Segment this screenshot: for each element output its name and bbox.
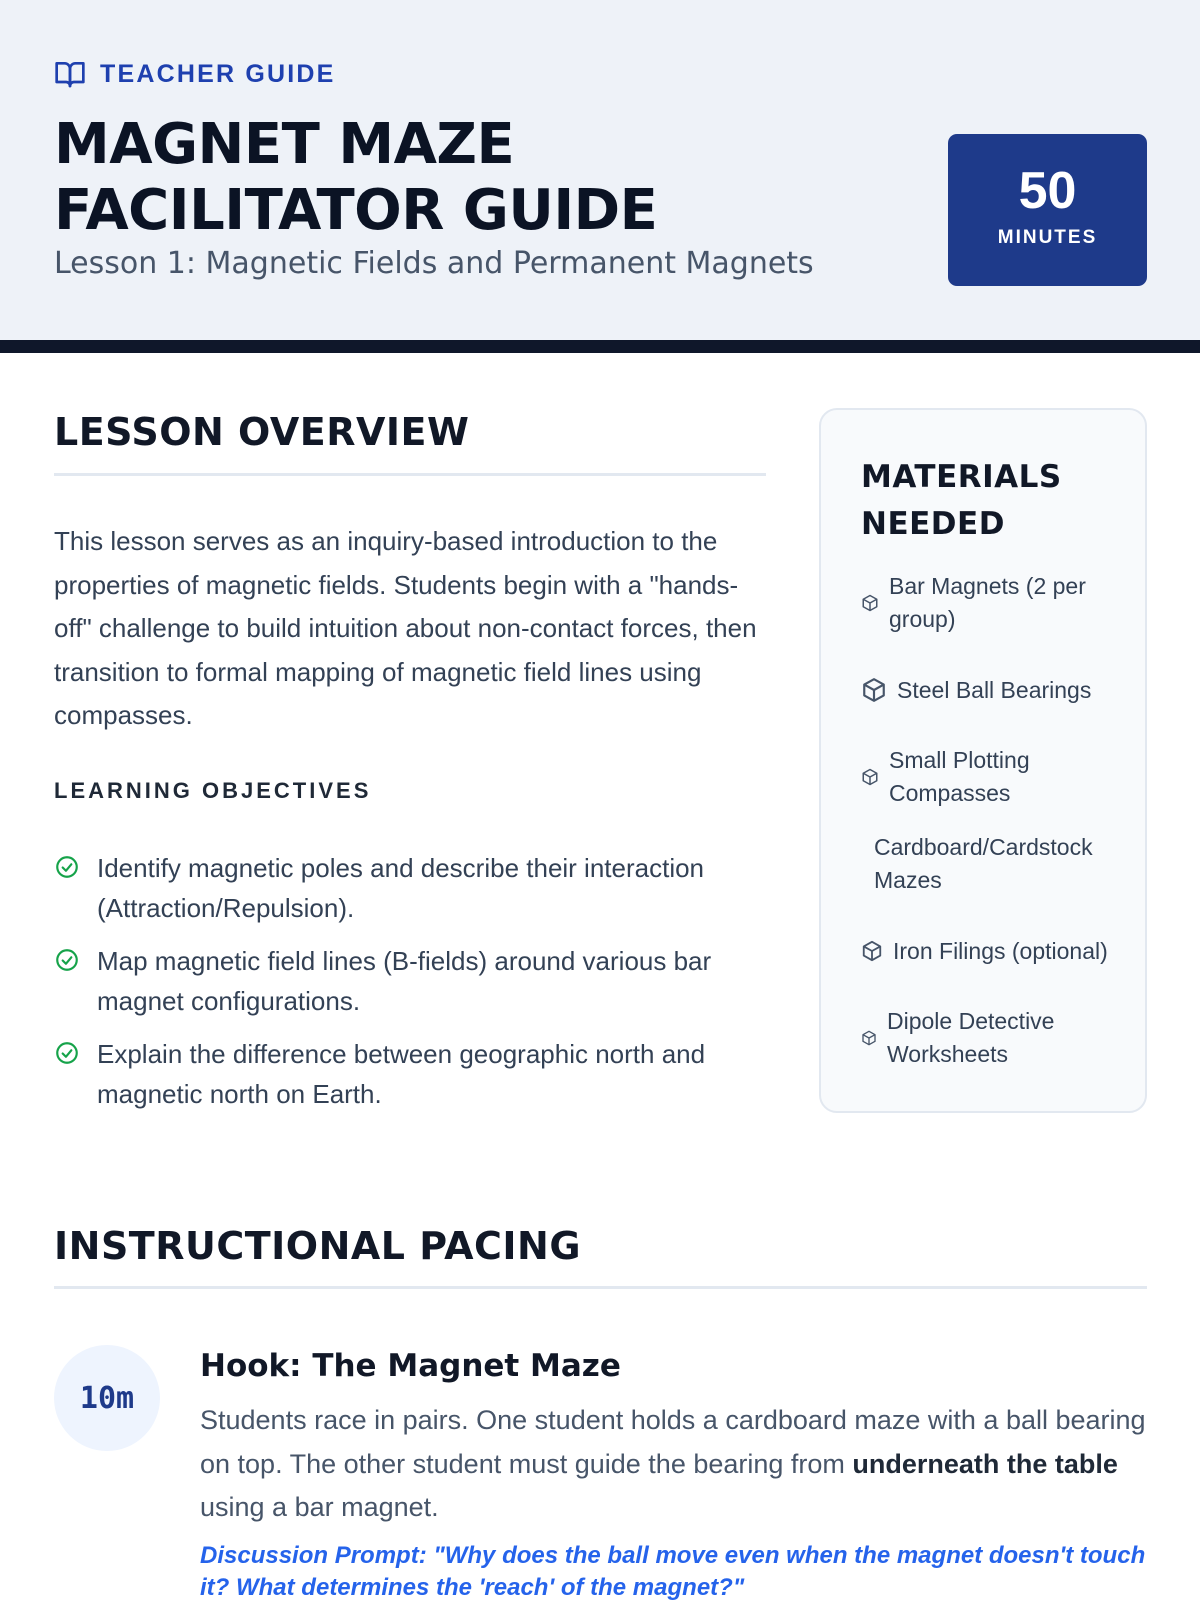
title-line-2: FACILITATOR GUIDE xyxy=(54,178,658,243)
materials-card xyxy=(819,408,1147,1113)
objective-text: Map magnetic field lines (B-fields) around various bar magnet configurations. xyxy=(97,946,712,1016)
kicker xyxy=(54,58,336,90)
objective-text: Identify magnetic poles and describe their interaction (Attraction/Repulsion). xyxy=(97,853,705,923)
open-book-icon xyxy=(54,58,86,90)
material-text: Cardboard/Cardstock Mazes xyxy=(874,834,1093,893)
material-item xyxy=(861,657,1131,723)
step-title: Hook: The Magnet Maze xyxy=(200,1348,621,1384)
pacing-divider xyxy=(54,1286,1147,1289)
objective-text: Explain the difference between geographic north and magnetic north on Earth. xyxy=(97,1039,706,1109)
check-circle-icon xyxy=(54,947,80,973)
material-text: Bar Magnets (2 per group) xyxy=(889,573,1086,632)
check-circle-icon xyxy=(54,854,80,880)
material-text: Small Plotting Compasses xyxy=(889,747,1030,806)
duration-unit: MINUTES xyxy=(997,227,1098,248)
header-divider xyxy=(0,340,1200,353)
step-duration-badge: 10m xyxy=(54,1345,160,1451)
duration-badge xyxy=(948,134,1147,286)
material-item xyxy=(861,744,1131,810)
material-item xyxy=(861,570,1131,636)
box-icon xyxy=(861,1030,877,1046)
step-body-text: Students race in pairs. One student holds a cardboard maze with a ball bearing on top. The other student must guide the bearing from xyxy=(200,1405,1146,1479)
box-icon xyxy=(861,768,879,786)
page-subtitle: Lesson 1: Magnetic Fields and Permanent Magnets xyxy=(54,246,814,281)
header-banner xyxy=(0,0,1200,340)
materials-heading: MATERIALS NEEDED xyxy=(861,459,1062,542)
title-line-1: MAGNET MAZE xyxy=(54,112,515,177)
kicker-label: TEACHER GUIDE xyxy=(100,59,336,88)
box-icon xyxy=(861,940,883,962)
materials-list xyxy=(861,570,1131,1092)
material-text: Dipole Detective Worksheets xyxy=(887,1008,1055,1067)
material-item xyxy=(861,831,1131,897)
material-text: Steel Ball Bearings xyxy=(897,676,1092,703)
step-body-emphasis: underneath the table xyxy=(852,1448,1118,1479)
objective-item xyxy=(54,848,754,928)
material-text: Iron Filings (optional) xyxy=(893,937,1108,964)
step-body-text-end: using a bar magnet. xyxy=(200,1492,439,1522)
page-title xyxy=(54,112,914,244)
duration-value: 50 xyxy=(1018,162,1077,220)
pacing-heading: INSTRUCTIONAL PACING xyxy=(54,1224,582,1268)
overview-heading: LESSON OVERVIEW xyxy=(54,410,470,454)
material-item xyxy=(861,1005,1131,1071)
overview-paragraph: This lesson serves as an inquiry-based introduction to the properties of magnetic fields. Students begin with a "hands-off" challenge to build intuition about non-contact forces, then transition to formal mapping of magnetic field lines using compasses. xyxy=(54,526,757,730)
objectives-list xyxy=(54,848,754,1127)
objectives-heading: LEARNING OBJECTIVES xyxy=(54,778,372,803)
material-item xyxy=(861,918,1131,984)
step-description xyxy=(200,1399,1150,1530)
check-circle-icon xyxy=(54,1040,80,1066)
box-icon xyxy=(861,594,879,612)
overview-divider xyxy=(54,473,766,476)
objective-item xyxy=(54,941,754,1021)
discussion-prompt: Discussion Prompt: "Why does the ball move even when the magnet doesn't touch it? What determines the 'reach' of the magnet?" xyxy=(200,1542,1146,1600)
box-icon xyxy=(861,677,887,703)
objective-item xyxy=(54,1034,754,1114)
